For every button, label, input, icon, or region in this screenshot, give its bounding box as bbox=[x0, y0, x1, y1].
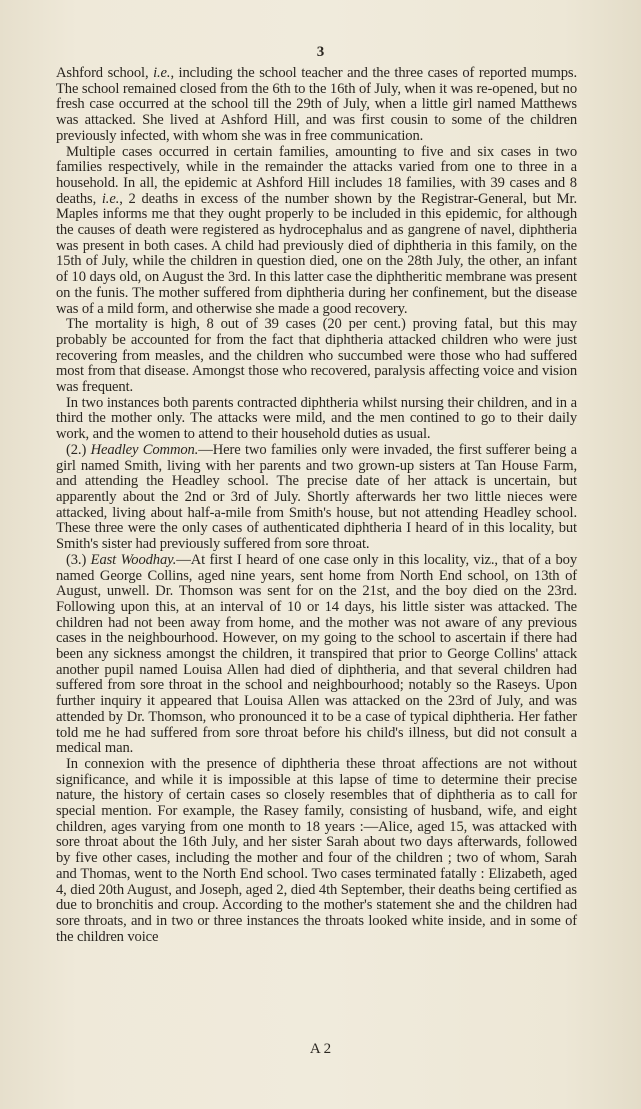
paragraph-throat-affections bbox=[56, 757, 577, 945]
paragraph-east-woodhay bbox=[56, 553, 577, 757]
section-number: (2.) bbox=[66, 441, 91, 458]
text-run: , 2 deaths in excess of the number shown by the Registrar-General, but Mr. Maples informs me that they ought properly to be included in this epidemic, for although the causes of death were registered as hydrocephalus and as gangrene of navel, diphtheria was present in both cases. A child had previously died of diphtheria in this family, on the 15th of July, while the children in question died, one on the 28th July, the other, an infant of 10 days old, on August the 3rd. In this latter case the diphtheritic membrane was present on the funis. The mother suffered from diphtheria during her confinement, but the disease was of a mild form, and otherwise she made a good recovery. bbox=[56, 190, 577, 317]
paragraph-ashford-school bbox=[56, 66, 577, 145]
italic-abbreviation: i.e. bbox=[153, 65, 171, 81]
section-number: (3.) bbox=[66, 551, 91, 568]
section-heading: East Woodhay. bbox=[90, 551, 177, 568]
text-run: In connexion with the presence of diphtheria these throat affections are not without significance, and while it is impossible at this lapse of time to determine their precise nature, the history of certain cases so closely resembles that of diphtheria as to call for special mention. For example, the Rasey family, consisting of husband, wife, and eight children, ages varying from one month to 18 years :—Alice, aged 15, was attacked with sore throat about the 16th July, and her sister Sarah about two days afterwards, followed by five other cases, including the mother and four of the children ; two of whom, Sarah and Thomas, went to the North End school. Two cases terminated fatally : Elizabeth, aged 4, died 20th August, and Joseph, aged 2, died 4th September, their deaths being certified as due to bronchitis and croup. According to the mother's statement she and the children had sore throats, and in two or three instances the throats looked white inside, and in some of the children voice bbox=[56, 755, 577, 945]
body-text bbox=[56, 66, 577, 945]
paragraph-parents-contracted bbox=[56, 396, 577, 443]
signature-mark: A 2 bbox=[309, 1041, 332, 1057]
text-run: Multiple cases occurred in certain families, amounting to five and six cases in two families respectively, while in the remainder the attacks varied from one to three in a household. In all, the epidemic at Ashford Hill includes 18 families, with 39 cases and 8 deaths, bbox=[56, 143, 577, 207]
text-run: —Here two families only were invaded, the first sufferer being a girl named Smith, living with her parents and two grown-up sisters at Tan House Farm, and attending the Headley school. The precise date of her attack is uncertain, but apparently about the 2nd or 3rd of July. Shortly afterwards her two little nieces were attacked, living about half-a-mile from Smith's house, but not attending Headley school. These three were the only cases of authenticated diphtheria I heard of in this locality, but Smith's sister had previously suffered from sore throat. bbox=[56, 441, 577, 553]
italic-abbreviation: i.e. bbox=[101, 190, 120, 207]
paragraph-headley-common bbox=[56, 443, 577, 553]
paragraph-multiple-cases bbox=[56, 145, 577, 318]
text-run: Ashford school, bbox=[56, 65, 154, 81]
text-run: —At first I heard of one case only in this locality, viz., that of a boy named George Collins, aged nine years, sent home from North End school, on 13th of August, unwell. Dr. Thomson was sent for on the 21st, and the boy died on the 23rd. Following upon this, at an interval of 10 or 14 days, his little sister was attacked. The children had not been away from home, and the mother was not aware of any previous cases in the neighbourhood. However, on my going to the school to ascertain if there had been any sickness amongst the children, it transpired that prior to George Collins' attack another pupil named Louisa Allen had died of diphtheria, and that several children had suffered from sore throat in the school and neighbourhood; notably so the Raseys. Upon further inquiry it appeared that Louisa Allen was attacked on the 23rd of July, and was attended by Dr. Thomson, who pronounced it to be a case of typical diphtheria. Her father told me he had suffered from sore throat before his child's illness, but did not consult a medical man. bbox=[56, 551, 578, 757]
paragraph-mortality bbox=[56, 317, 577, 396]
text-run: In two instances both parents contracted diphtheria whilst nursing their children, and in a third the mother only. The attacks were mild, and the men contined to go to their daily work, and the women to attend to their household duties as usual. bbox=[56, 394, 577, 443]
page-number: 3 bbox=[316, 44, 325, 60]
section-heading: Headley Common. bbox=[90, 441, 199, 458]
text-run: The mortality is high, 8 out of 39 cases (20 per cent.) proving fatal, but this may probably be accounted for from the fact that diphtheria attacked children who were just recovering from measles, and the children who succumbed were those who had suffered most from that disease. Amongst those who recovered, paralysis affecting voice and vision was frequent. bbox=[56, 316, 577, 396]
text-run: , including the school teacher and the three cases of reported mumps. The school remained closed from the 6th to the 16th of July, when it was re-opened, but no fresh case occurred at the school till the 29th of July, when a little girl named Matthews was attacked. She lived at Ashford Hill, and was first cousin to some of the children previously infected, with whom she was in free communication. bbox=[56, 65, 577, 144]
